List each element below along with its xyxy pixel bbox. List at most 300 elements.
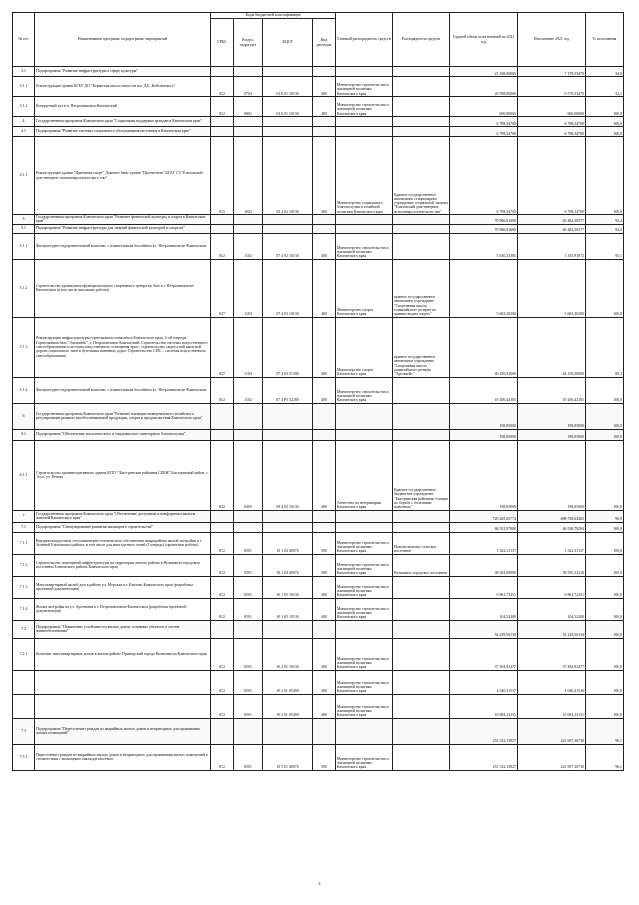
row-total: 6 798,34700 xyxy=(450,127,518,137)
row-pct: 100,0 xyxy=(586,117,624,127)
row-razdel: 0501 xyxy=(234,532,263,554)
row-pct: 100,0 xyxy=(586,532,624,554)
row-razdel xyxy=(234,224,263,233)
row-vr xyxy=(313,403,336,429)
row-total: 6 798,34700 xyxy=(450,117,518,127)
row-csr: 09 4 02 10130 xyxy=(263,440,313,510)
row-main-manager: Министерство строительства и жилищной политики Камчатского края xyxy=(336,638,393,670)
row-main-manager xyxy=(336,215,393,225)
row-recipient xyxy=(393,694,450,718)
row-total: 70 966,81600 xyxy=(450,215,518,225)
row-pct: 100,0 xyxy=(586,670,624,694)
row-razdel: 1102 xyxy=(234,233,263,259)
row-number: 6 xyxy=(13,403,35,429)
row-recipient xyxy=(393,77,450,97)
row-vr xyxy=(313,127,336,137)
row-grbs: 812 xyxy=(211,576,234,598)
table-row xyxy=(13,670,624,694)
table-group-row xyxy=(13,224,624,233)
row-total: 251 532,15827 xyxy=(450,718,518,744)
row-recipient xyxy=(393,97,450,117)
row-grbs xyxy=(211,215,234,225)
row-grbs: 847 xyxy=(211,317,234,377)
row-exec: 46 538,79204 xyxy=(518,522,586,532)
col-exec: Исполнение 2021 год xyxy=(518,13,586,67)
table-group-row xyxy=(13,127,624,137)
row-razdel: 0501 xyxy=(234,554,263,576)
table-group-row xyxy=(13,620,624,638)
row-exec: 65 482,30377 xyxy=(518,224,586,233)
row-razdel: 0501 xyxy=(234,598,263,620)
row-number: 7.3.1 xyxy=(13,744,35,770)
col-main-manager: Главный распорядитель средств xyxy=(336,13,393,67)
row-exec: 52 229,56134 xyxy=(518,620,586,638)
row-grbs: 812 xyxy=(211,77,234,97)
table-row xyxy=(13,317,624,377)
row-recipient xyxy=(393,117,450,127)
row-csr xyxy=(263,215,313,225)
row-razdel xyxy=(234,117,263,127)
table-row xyxy=(13,744,624,770)
row-pct: 96,9 xyxy=(586,510,624,522)
row-pct: 92,2 xyxy=(586,215,624,225)
row-pct: 100,0 xyxy=(586,403,624,429)
row-csr: 10 5 01 40070 xyxy=(263,744,313,770)
row-razdel: 0501 xyxy=(234,694,263,718)
table-row xyxy=(13,554,624,576)
row-main-manager: Министерство строительства и жилищной политики Камчатского края xyxy=(336,694,393,718)
row-exec: 38 550,32216 xyxy=(518,554,586,576)
row-csr: 05 4 02 10130 xyxy=(263,137,313,215)
row-name: Подпрограмма "Развитие инфраструктуры в сфере культуры" xyxy=(35,67,211,77)
row-name: Многоквартирный жилой дом в районе ул. Морская в г. Елизово Камчатского края (разработка проектной документации) xyxy=(35,576,211,598)
row-pct: 100,0 xyxy=(586,554,624,576)
table-group-row xyxy=(13,215,624,225)
table-row xyxy=(13,137,624,215)
row-razdel xyxy=(234,718,263,744)
row-recipient xyxy=(393,429,450,440)
row-number: 7.1.3 xyxy=(13,576,35,598)
row-razdel xyxy=(234,403,263,429)
row-recipient xyxy=(393,522,450,532)
row-main-manager: Министерство строительства и жилищной политики Камчатского края xyxy=(336,233,393,259)
row-main-manager xyxy=(336,224,393,233)
row-razdel: 0501 xyxy=(234,744,263,770)
table-row xyxy=(13,377,624,403)
row-number: 7.2 xyxy=(13,620,35,638)
row-total: 37 494,92477 xyxy=(450,638,518,670)
row-pct: 100,0 xyxy=(586,694,624,718)
row-total: 10 694,23131 xyxy=(450,694,518,718)
table-row xyxy=(13,259,624,317)
row-number: 4 xyxy=(13,117,35,127)
row-csr xyxy=(263,67,313,77)
row-exec: 44 156,50000 xyxy=(518,317,586,377)
row-csr: 10 2 01 S5400 xyxy=(263,670,313,694)
row-total: 70 966,81600 xyxy=(450,224,518,233)
row-grbs xyxy=(211,67,234,77)
row-csr: 07 4 03 51390 xyxy=(263,317,313,377)
row-recipient xyxy=(393,638,450,670)
row-exec: 4 040,41526 xyxy=(518,670,586,694)
row-main-manager xyxy=(336,429,393,440)
row-pct: 100,0 xyxy=(586,620,624,638)
row-vr: 400 xyxy=(313,377,336,403)
row-csr: 10 1 05 10130 xyxy=(263,598,313,620)
row-pct: 100,0 xyxy=(586,522,624,532)
row-main-manager: Министерство строительства и жилищной политики Камчатского края xyxy=(336,670,393,694)
row-vr: 400 xyxy=(313,97,336,117)
row-grbs xyxy=(211,429,234,440)
row-recipient: Новолесновское сельское поселение xyxy=(393,532,450,554)
row-main-manager: Министерство строительства и жилищной политики Камчатского края xyxy=(336,77,393,97)
table-group-row xyxy=(13,67,624,77)
row-main-manager: Министерство строительства и жилищной политики Камчатского края xyxy=(336,598,393,620)
row-number: 7.1.4 xyxy=(13,598,35,620)
row-number: 6.1.1 xyxy=(13,440,35,510)
row-name: Государственная программа Камчатского края "Развитие физической культуры и спорта в Камчатском крае" xyxy=(35,215,211,225)
row-razdel xyxy=(234,127,263,137)
budget-table-body xyxy=(13,67,624,771)
row-vr: 400 xyxy=(313,137,336,215)
row-total: 198,85000 xyxy=(450,403,518,429)
row-name: Подпрограмма "Обеспечение экологического и эпидемиолого-санитарного благополучия" xyxy=(35,429,211,440)
row-total: 600,00000 xyxy=(450,97,518,117)
row-recipient xyxy=(393,744,450,770)
row-vr: 500 xyxy=(313,744,336,770)
row-exec: 37 494,92477 xyxy=(518,638,586,670)
row-recipient xyxy=(393,67,450,77)
row-vr: 400 xyxy=(313,440,336,510)
row-vr: 400 xyxy=(313,317,336,377)
row-pct: 100,0 xyxy=(586,576,624,598)
row-total: 1 022,31137 xyxy=(450,532,518,554)
row-razdel: 0501 xyxy=(234,576,263,598)
row-name: Подпрограмма "Развитие инфраструктуры для занятий физической культурой и спортом" xyxy=(35,224,211,233)
row-vr xyxy=(313,429,336,440)
table-group-row xyxy=(13,117,624,127)
row-csr: 10 2 01 10130 xyxy=(263,638,313,670)
row-csr xyxy=(263,510,313,522)
row-exec: 241 697,36730 xyxy=(518,718,586,744)
row-grbs: 812 xyxy=(211,97,234,117)
row-recipient: Краевое государственное бюджетное учреждение "Быстринская районная станция по борьбе с болезнями животных" xyxy=(393,440,450,510)
row-main-manager xyxy=(336,718,393,744)
row-main-manager xyxy=(336,522,393,532)
row-main-manager: Министерство строительства и жилищной политики Камчатского края xyxy=(336,576,393,598)
table-row xyxy=(13,97,624,117)
row-main-manager xyxy=(336,403,393,429)
row-grbs xyxy=(211,620,234,638)
row-exec: 698 758,64465 xyxy=(518,510,586,522)
row-razdel: 0501 xyxy=(234,670,263,694)
row-total: 6 798,34700 xyxy=(450,137,518,215)
row-main-manager: Министерство спорта Камчатского края xyxy=(336,317,393,377)
row-grbs: 812 xyxy=(211,638,234,670)
row-name: Подпрограмма "Развитие системы социального обслуживания населения в Камчатском крае" xyxy=(35,127,211,137)
row-exec: 241 697,36730 xyxy=(518,744,586,770)
row-pct: 92,2 xyxy=(586,224,624,233)
row-vr: 500 xyxy=(313,532,336,554)
row-pct: 89,3 xyxy=(586,317,624,377)
row-grbs: 815 xyxy=(211,137,234,215)
row-vr: 400 xyxy=(313,598,336,620)
row-name: Физкультурно-оздоровительный комплекс с плавательным бассейном в г. Петропавловске-Камчатском xyxy=(35,233,211,259)
row-number: 7.1.2 xyxy=(13,554,35,576)
row-grbs: 812 xyxy=(211,233,234,259)
row-exec: 10 694,23131 xyxy=(518,694,586,718)
row-name: Государственная программа Камчатского края "Социальная поддержка граждан в Камчатском крае" xyxy=(35,117,211,127)
row-grbs xyxy=(211,403,234,429)
row-razdel xyxy=(234,67,263,77)
row-total: 198,85000 xyxy=(450,440,518,510)
row-grbs xyxy=(211,117,234,127)
row-vr: 500 xyxy=(313,554,336,576)
row-csr xyxy=(263,224,313,233)
table-row xyxy=(13,576,624,598)
row-exec: 104,52200 xyxy=(518,598,586,620)
row-number: 7.1.1 xyxy=(13,532,35,554)
table-group-row xyxy=(13,718,624,744)
row-total: 49 456,53000 xyxy=(450,317,518,377)
row-total: 4 040,41537 xyxy=(450,670,518,694)
row-number: 5.1.4 xyxy=(13,377,35,403)
row-exec: 198,85000 xyxy=(518,403,586,429)
row-recipient: краевое государственное автономное учреждение "Спортивная школа олимпийского резерва "Эдельвейс" xyxy=(393,317,450,377)
row-name: Комплекс многоквартирных домов в жилом районе Приморский города Вилючинска Камчатского края xyxy=(35,638,211,670)
row-total: 5 630,33385 xyxy=(450,233,518,259)
row-number: 7.1 xyxy=(13,522,35,532)
col-name: Наименование программ, подпрограмм, мероприятий xyxy=(35,13,211,67)
row-grbs xyxy=(211,510,234,522)
row-csr xyxy=(263,429,313,440)
row-grbs: 847 xyxy=(211,259,234,317)
row-number: 7 xyxy=(13,510,35,522)
row-name: Реконструкция здания "Приемная-спорт" Домовое бани здания "Прочистная" КГАУ СЗ "Елизовский дом-интернат психоневрологического тип" xyxy=(35,137,211,215)
row-number xyxy=(13,694,35,718)
row-pct: 100,0 xyxy=(586,429,624,440)
row-number: 4.1 xyxy=(13,127,35,137)
row-main-manager xyxy=(336,510,393,522)
row-grbs: 812 xyxy=(211,694,234,718)
row-grbs xyxy=(211,718,234,744)
row-name: Государственная программа Камчатского края "Обеспечение доступным и комфортным жильем жителей Камчатского края" xyxy=(35,510,211,522)
row-main-manager: Министерство строительства и жилищной политики Камчатского края xyxy=(336,554,393,576)
row-razdel xyxy=(234,510,263,522)
row-recipient xyxy=(393,670,450,694)
table-group-row xyxy=(13,522,624,532)
row-pct: 100,0 xyxy=(586,440,624,510)
row-exec: 5 663,30200 xyxy=(518,259,586,317)
row-vr: 400 xyxy=(313,576,336,598)
row-csr xyxy=(263,403,313,429)
row-exec: 6 798,34700 xyxy=(518,117,586,127)
row-recipient xyxy=(393,233,450,259)
row-name: Строительство здания многофункционального спортивного центра на базе в г. Петропавловске-Камчатском (в том числе школьные работы) xyxy=(35,259,211,317)
table-row xyxy=(13,694,624,718)
row-exec: 1 022,31137 xyxy=(518,532,586,554)
row-recipient xyxy=(393,377,450,403)
row-grbs xyxy=(211,522,234,532)
col-razdel: Раздел, подраздел xyxy=(234,19,263,67)
table-row xyxy=(13,77,624,97)
row-recipient xyxy=(393,598,450,620)
row-csr: 07 4 02 10130 xyxy=(263,233,313,259)
row-recipient xyxy=(393,576,450,598)
row-main-manager xyxy=(336,117,393,127)
row-grbs: 812 xyxy=(211,377,234,403)
col-budget-class: Коды бюджетной классификации xyxy=(211,13,336,19)
row-exec: 6 798,34700 xyxy=(518,137,586,215)
row-number: 5.1.1 xyxy=(13,233,35,259)
row-exec: 6 798,34700 xyxy=(518,127,586,137)
col-csr: КЦСР xyxy=(263,19,313,67)
row-recipient xyxy=(393,224,450,233)
row-razdel xyxy=(234,620,263,638)
row-main-manager xyxy=(336,620,393,638)
table-row xyxy=(13,440,624,510)
row-pct: 100,0 xyxy=(586,97,624,117)
row-number: 5.1 xyxy=(13,224,35,233)
row-recipient xyxy=(393,718,450,744)
row-pct: 34,0 xyxy=(586,67,624,77)
row-pct: 96,1 xyxy=(586,744,624,770)
row-name: Подпрограмма "Повышение устойчивости жилых домов, основных объектов и систем жизнеобеспечения" xyxy=(35,620,211,638)
row-vr: 400 xyxy=(313,694,336,718)
row-number: 5.1.3 xyxy=(13,317,35,377)
row-csr xyxy=(263,117,313,127)
row-csr: 10 1 05 10130 xyxy=(263,576,313,598)
row-name: Строительство помещений инфраструктуры на территории жилого района в Вулканном городском поселении Елизовского района Камчатского края xyxy=(35,554,211,576)
row-pct: 32,1 xyxy=(586,77,624,97)
row-vr: 400 xyxy=(313,670,336,694)
row-name xyxy=(35,670,211,694)
row-vr xyxy=(313,522,336,532)
row-grbs: 832 xyxy=(211,440,234,510)
row-name: Физкультурно-оздоровительный комплекс с плавательным бассейном в г. Петропавловске-Камчатском xyxy=(35,377,211,403)
row-vr xyxy=(313,215,336,225)
row-name xyxy=(35,694,211,718)
row-vr: 400 xyxy=(313,77,336,97)
row-main-manager: Агентство по ветеринарии Камчатского края xyxy=(336,440,393,510)
row-csr: 10 1 04 40070 xyxy=(263,532,313,554)
row-csr xyxy=(263,718,313,744)
row-name: Жилая застройка на ул. Арсеньева в г. Петропавловске-Камчатском (разработка проектной документации) xyxy=(35,598,211,620)
col-grbs: ГРБС xyxy=(211,19,234,67)
row-csr xyxy=(263,522,313,532)
row-number: 5.1.2 xyxy=(13,259,35,317)
row-vr: 400 xyxy=(313,259,336,317)
row-vr xyxy=(313,510,336,522)
row-total: 20 598,00000 xyxy=(450,77,518,97)
row-total: 720 265,65774 xyxy=(450,510,518,522)
row-main-manager: Министерство строительства и жилищной политики Камчатского края xyxy=(336,744,393,770)
row-number: 7.3 xyxy=(13,718,35,744)
row-number: 7.2.1 xyxy=(13,638,35,670)
row-exec: 7 179,53470 xyxy=(518,67,586,77)
table-group-row xyxy=(13,510,624,522)
row-vr xyxy=(313,224,336,233)
row-recipient xyxy=(393,510,450,522)
row-total: 104,52200 xyxy=(450,598,518,620)
row-pct: 100,0 xyxy=(586,259,624,317)
row-grbs xyxy=(211,224,234,233)
row-recipient: Краевое государственное автономное стационарное учреждение социальной защиты "Елизовский дом-интернат психоневрологического тип" xyxy=(393,137,450,215)
row-number: 3.1.1 xyxy=(13,77,35,97)
row-exec: 600,00000 xyxy=(518,97,586,117)
row-vr: 400 xyxy=(313,638,336,670)
row-total: 5 663,30200 xyxy=(450,259,518,317)
row-total: 198,85000 xyxy=(450,429,518,440)
row-csr: 03 6 01 10130 xyxy=(263,97,313,117)
col-vr: Вид расходов xyxy=(313,19,336,67)
row-main-manager: Министерство социального благополучия и семейной политики Камчатского края xyxy=(336,137,393,215)
row-razdel: 0405 xyxy=(234,440,263,510)
row-number: 3.1.2 xyxy=(13,97,35,117)
row-name: Концертный зал в п. Петропавловск-Камчатский xyxy=(35,97,211,117)
row-vr xyxy=(313,67,336,77)
row-razdel: 1102 xyxy=(234,377,263,403)
row-pct: 96,1 xyxy=(586,718,624,744)
row-pct: 100,0 xyxy=(586,127,624,137)
table-row xyxy=(13,638,624,670)
row-main-manager: Министерство строительства и жилищной политики Камчатского края xyxy=(336,377,393,403)
row-vr xyxy=(313,117,336,127)
row-exec: 65 482,30377 xyxy=(518,215,586,225)
row-main-manager xyxy=(336,67,393,77)
row-grbs: 812 xyxy=(211,744,234,770)
row-vr xyxy=(313,718,336,744)
row-total: 10 206,42105 xyxy=(450,377,518,403)
row-csr xyxy=(263,127,313,137)
row-name: Реконструкция здания КГБУ ДО "Корякская школа искусств им. Д.Б. Кобелевского" xyxy=(35,77,211,97)
row-name: Строительство административного здания КГБУ "Быстринская районная СББЖ" Быстринский район, с. Эссо, ул. Речная xyxy=(35,440,211,510)
row-exec: 5 355,91072 xyxy=(518,233,586,259)
row-name: Реконструкция инфраструктуры горнолыжного комплекса Камчатского края. 2-ой очереди. Горнолыжная база "Эдельвейс", г. Петропавловск-Камчатский. Строительство системы искусственного снегообразования и системы искусственного освещения трасс, строительство скоростной канатной дороги социального типа и бугельных канатных дорог. Строительство СНС – системы искусственного снегообразования xyxy=(35,317,211,377)
row-razdel: 0703 xyxy=(234,77,263,97)
row-main-manager: Министерство спорта Камчатского края xyxy=(336,259,393,317)
row-total: 251 532,15827 xyxy=(450,744,518,770)
table-row xyxy=(13,532,624,554)
row-razdel: 0501 xyxy=(234,638,263,670)
row-total: 46 551,97000 xyxy=(450,522,518,532)
table-group-row xyxy=(13,429,624,440)
row-grbs: 812 xyxy=(211,554,234,576)
row-number: 6.1 xyxy=(13,429,35,440)
row-pct: 100,0 xyxy=(586,137,624,215)
table-row xyxy=(13,233,624,259)
row-name: Подпрограмма "Стимулирование развития жилищного строительства" xyxy=(35,522,211,532)
row-razdel: 1002 xyxy=(234,137,263,215)
col-total: Годовой объем ассигнований на 2021 год xyxy=(450,13,518,67)
row-razdel xyxy=(234,429,263,440)
row-total: 52 229,56130 xyxy=(450,620,518,638)
row-grbs: 812 xyxy=(211,670,234,694)
page-number: 4 xyxy=(318,881,321,886)
row-csr: 03 6 01 10130 xyxy=(263,77,313,97)
row-recipient: Вулканное городское поселение xyxy=(393,554,450,576)
col-recipient: Распорядитель средств xyxy=(393,13,450,67)
row-name: Подпрограмма "Переселение граждан из аварийных жилых домов и непригодных для проживания жилых помещений" xyxy=(35,718,211,744)
row-recipient xyxy=(393,215,450,225)
row-number: 3.1 xyxy=(13,67,35,77)
col-num: № п/п xyxy=(13,13,35,67)
row-razdel: 1103 xyxy=(234,317,263,377)
row-csr: 07 4 03 10130 xyxy=(263,259,313,317)
row-razdel xyxy=(234,215,263,225)
row-recipient xyxy=(393,403,450,429)
row-total: 38 563,00000 xyxy=(450,554,518,576)
